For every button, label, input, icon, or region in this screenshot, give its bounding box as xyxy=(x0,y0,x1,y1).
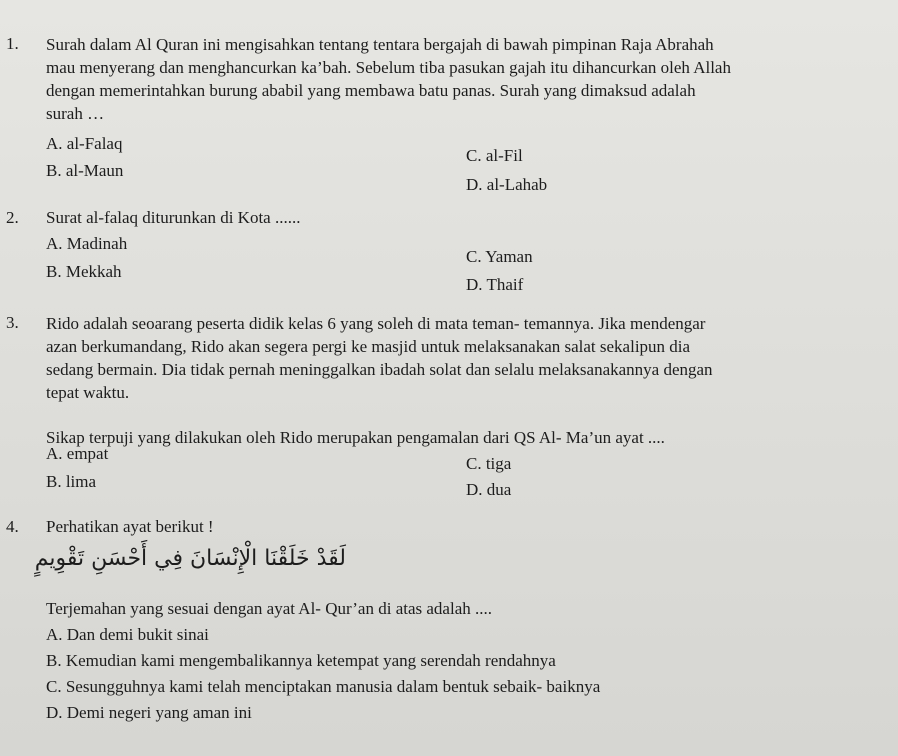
question-3-option-d: D. dua xyxy=(466,480,512,499)
question-2-number: 2. xyxy=(6,208,19,227)
question-4-prompt: Terjemahan yang sesuai dengan ayat Al- Qur’an di atas adalah .... xyxy=(46,599,492,618)
question-3-prompt: Sikap terpuji yang dilakukan oleh Rido merupakan pengamalan dari QS Al- Ma’un ayat .... xyxy=(46,428,665,447)
question-4-option-d: D. Demi negeri yang aman ini xyxy=(46,703,252,722)
question-3-option-a: A. empat xyxy=(46,444,109,463)
question-2-option-d: D. Thaif xyxy=(466,275,524,294)
question-1-text xyxy=(46,33,892,125)
question-1-number: 1. xyxy=(6,34,19,53)
question-1-option-d: D. al-Lahab xyxy=(466,175,548,194)
question-2-text: Surat al-falaq diturunkan di Kota ...... xyxy=(46,208,301,227)
question-1-line-1: Surah dalam Al Quran ini mengisahkan tentang tentara bergajah di bawah pimpinan Raja Abrahah xyxy=(46,35,714,54)
question-1-option-b: B. al-Maun xyxy=(46,161,124,180)
question-1-line-3: dengan memerintahkan burung ababil yang membawa batu panas. Surah yang dimaksud adalah xyxy=(46,81,696,100)
question-2-option-a: A. Madinah xyxy=(46,234,128,253)
question-4-option-a: A. Dan demi bukit sinai xyxy=(46,625,209,644)
question-4-text: Perhatikan ayat berikut ! xyxy=(46,517,214,536)
question-3-option-c: C. tiga xyxy=(466,454,512,473)
question-1-line-4: surah … xyxy=(46,104,105,123)
question-2-option-b: B. Mekkah xyxy=(46,262,122,281)
question-1-option-c: C. al-Fil xyxy=(466,146,523,165)
question-4-number: 4. xyxy=(6,517,19,536)
question-1-line-2: mau menyerang dan menghancurkan ka’bah. Sebelum tiba pasukan gajah itu dihancurkan oleh Allah xyxy=(46,58,731,77)
question-1-option-a: A. al-Falaq xyxy=(46,134,123,153)
question-3-line-1: Rido adalah seoarang peserta didik kelas 6 yang soleh di mata teman- temannya. Jika mendengar xyxy=(46,314,706,333)
question-4-option-c: C. Sesungguhnya kami telah menciptakan manusia dalam bentuk sebaik- baiknya xyxy=(46,677,601,696)
question-3-text xyxy=(46,312,892,404)
question-3-number: 3. xyxy=(6,313,19,332)
arabic-verse: لَقَدْ خَلَقْنَا الْإِنْسَانَ فِي أَحْسَنِ تَقْوِيمٍ xyxy=(34,546,346,571)
question-3-line-4: tepat waktu. xyxy=(46,383,130,402)
question-4-option-b: B. Kemudian kami mengembalikannya ketempat yang serendah rendahnya xyxy=(46,651,556,670)
question-3-line-2: azan berkumandang, Rido akan segera pergi ke masjid untuk melaksanakan salat sekalipun dia xyxy=(46,337,691,356)
question-3-line-3: sedang bermain. Dia tidak pernah meninggalkan ibadah solat dan selalu melaksanakannya dengan xyxy=(46,360,713,379)
question-2-option-c: C. Yaman xyxy=(466,247,533,266)
question-3-option-b: B. lima xyxy=(46,472,97,491)
